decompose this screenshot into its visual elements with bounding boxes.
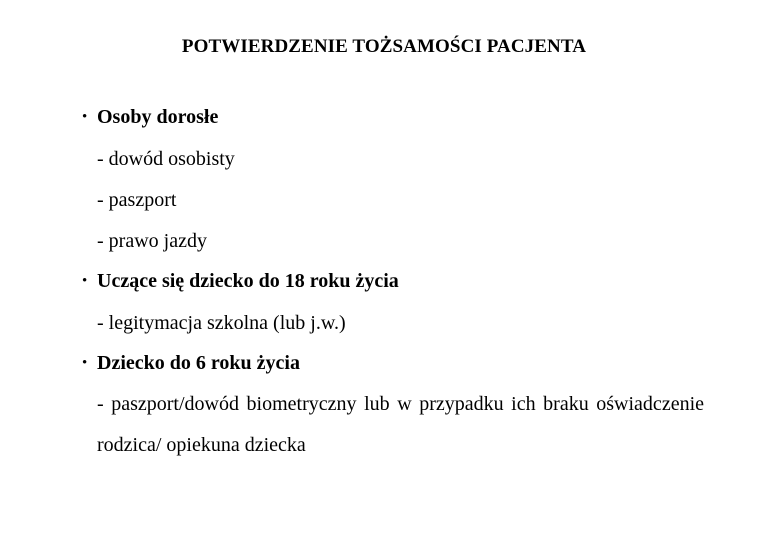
list-item: - paszport/dowód biometryczny lub w przypadku ich braku oświadczenie rodzica/ opiekuna dziecka <box>97 393 704 456</box>
section-heading-row <box>82 270 704 311</box>
list-item: - legitymacja szkolna (lub j.w.) <box>97 312 346 334</box>
list-item: - dowód osobisty <box>97 148 235 170</box>
sections-list <box>82 106 704 466</box>
list-item: - paszport <box>97 189 177 211</box>
list-item: - prawo jazdy <box>97 230 207 252</box>
section-heading-row <box>82 106 704 147</box>
section-heading: Dziecko do 6 roku życia <box>97 352 300 374</box>
bullet-icon: • <box>82 355 88 371</box>
document-title: POTWIERDZENIE TOŻSAMOŚCI PACJENTA <box>181 36 587 57</box>
section-adults <box>82 106 704 270</box>
section-heading: Uczące się dziecko do 18 roku życia <box>97 270 399 292</box>
section-young-child <box>82 352 704 466</box>
bullet-icon: • <box>82 273 88 289</box>
bullet-icon: • <box>82 109 88 125</box>
section-school-child <box>82 270 704 352</box>
section-heading: Osoby dorosłe <box>97 106 219 128</box>
